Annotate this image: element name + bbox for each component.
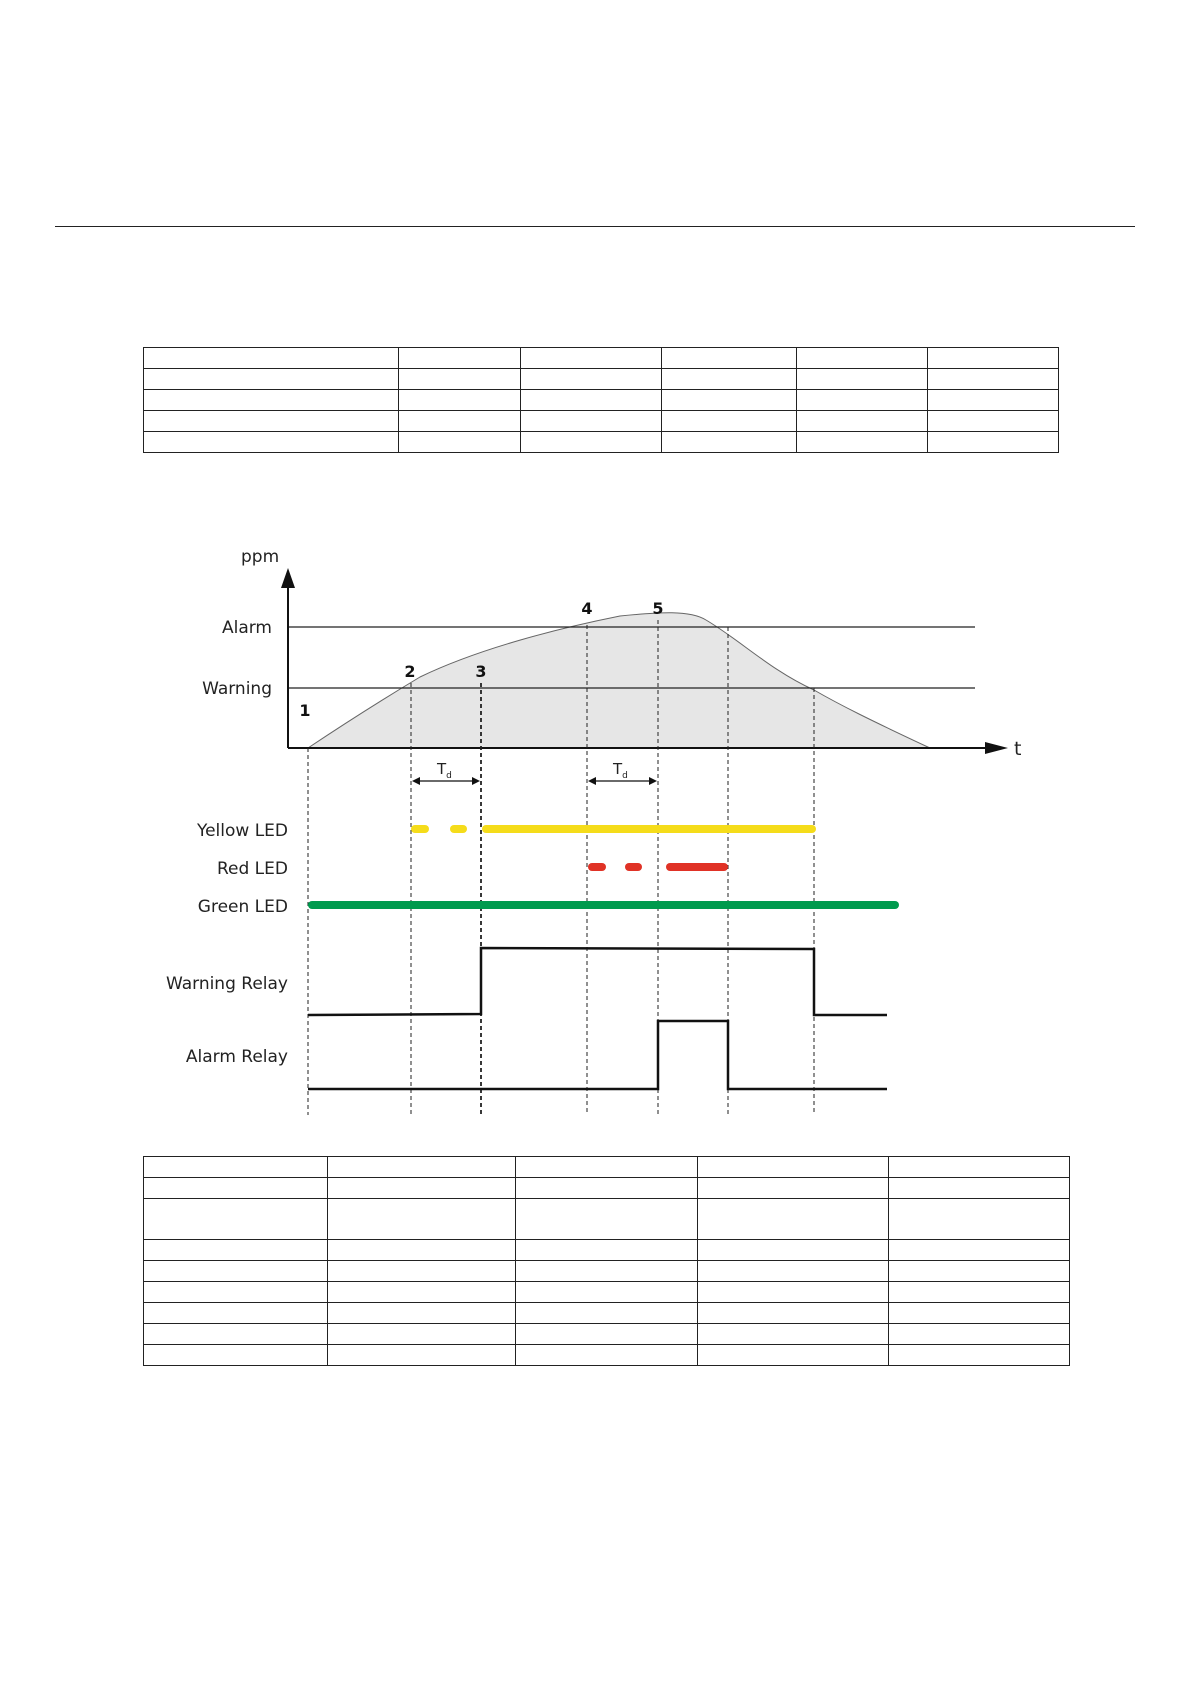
table-row (144, 1345, 1070, 1366)
svg-text:Td (436, 760, 452, 781)
table-row (144, 1324, 1070, 1345)
yellow-led-label: Yellow LED (196, 821, 288, 841)
table-row (144, 1157, 1070, 1178)
delay-label-1: T (437, 760, 447, 778)
table-row (144, 1261, 1070, 1282)
delay-label-2: T (613, 760, 623, 778)
delay-subscript-2: d (622, 771, 628, 781)
alarm-relay-signal (308, 1021, 887, 1089)
warning-relay-label: Warning Relay (165, 974, 288, 994)
x-axis-arrow-icon (985, 742, 1008, 754)
point-2-label: 2 (404, 662, 416, 681)
point-4-label: 4 (581, 599, 593, 618)
concentration-curve (308, 613, 930, 748)
red-led-label: Red LED (216, 859, 288, 879)
table-row (144, 1199, 1070, 1240)
alarm-relay-label: Alarm Relay (185, 1047, 288, 1067)
y-axis-label: ppm (241, 547, 280, 567)
point-1-label: 1 (299, 701, 311, 720)
warning-relay-signal (308, 948, 887, 1015)
table-row (144, 1303, 1070, 1324)
green-led-label: Green LED (197, 897, 288, 917)
x-axis-label: t (1014, 738, 1022, 760)
warning-level-label: Warning (202, 679, 272, 699)
delay-subscript-1: d (446, 771, 452, 781)
table-row (144, 1178, 1070, 1199)
y-axis-arrow-icon (281, 568, 295, 588)
table-row (144, 1240, 1070, 1261)
svg-text:Td (612, 760, 628, 781)
delay-arrow-2 (588, 760, 657, 785)
point-3-label: 3 (475, 662, 487, 681)
alarm-level-label: Alarm (221, 618, 272, 638)
lower-table (143, 1156, 1070, 1366)
table-row (144, 1282, 1070, 1303)
point-5-label: 5 (652, 599, 664, 618)
delay-arrow-1 (412, 760, 480, 785)
